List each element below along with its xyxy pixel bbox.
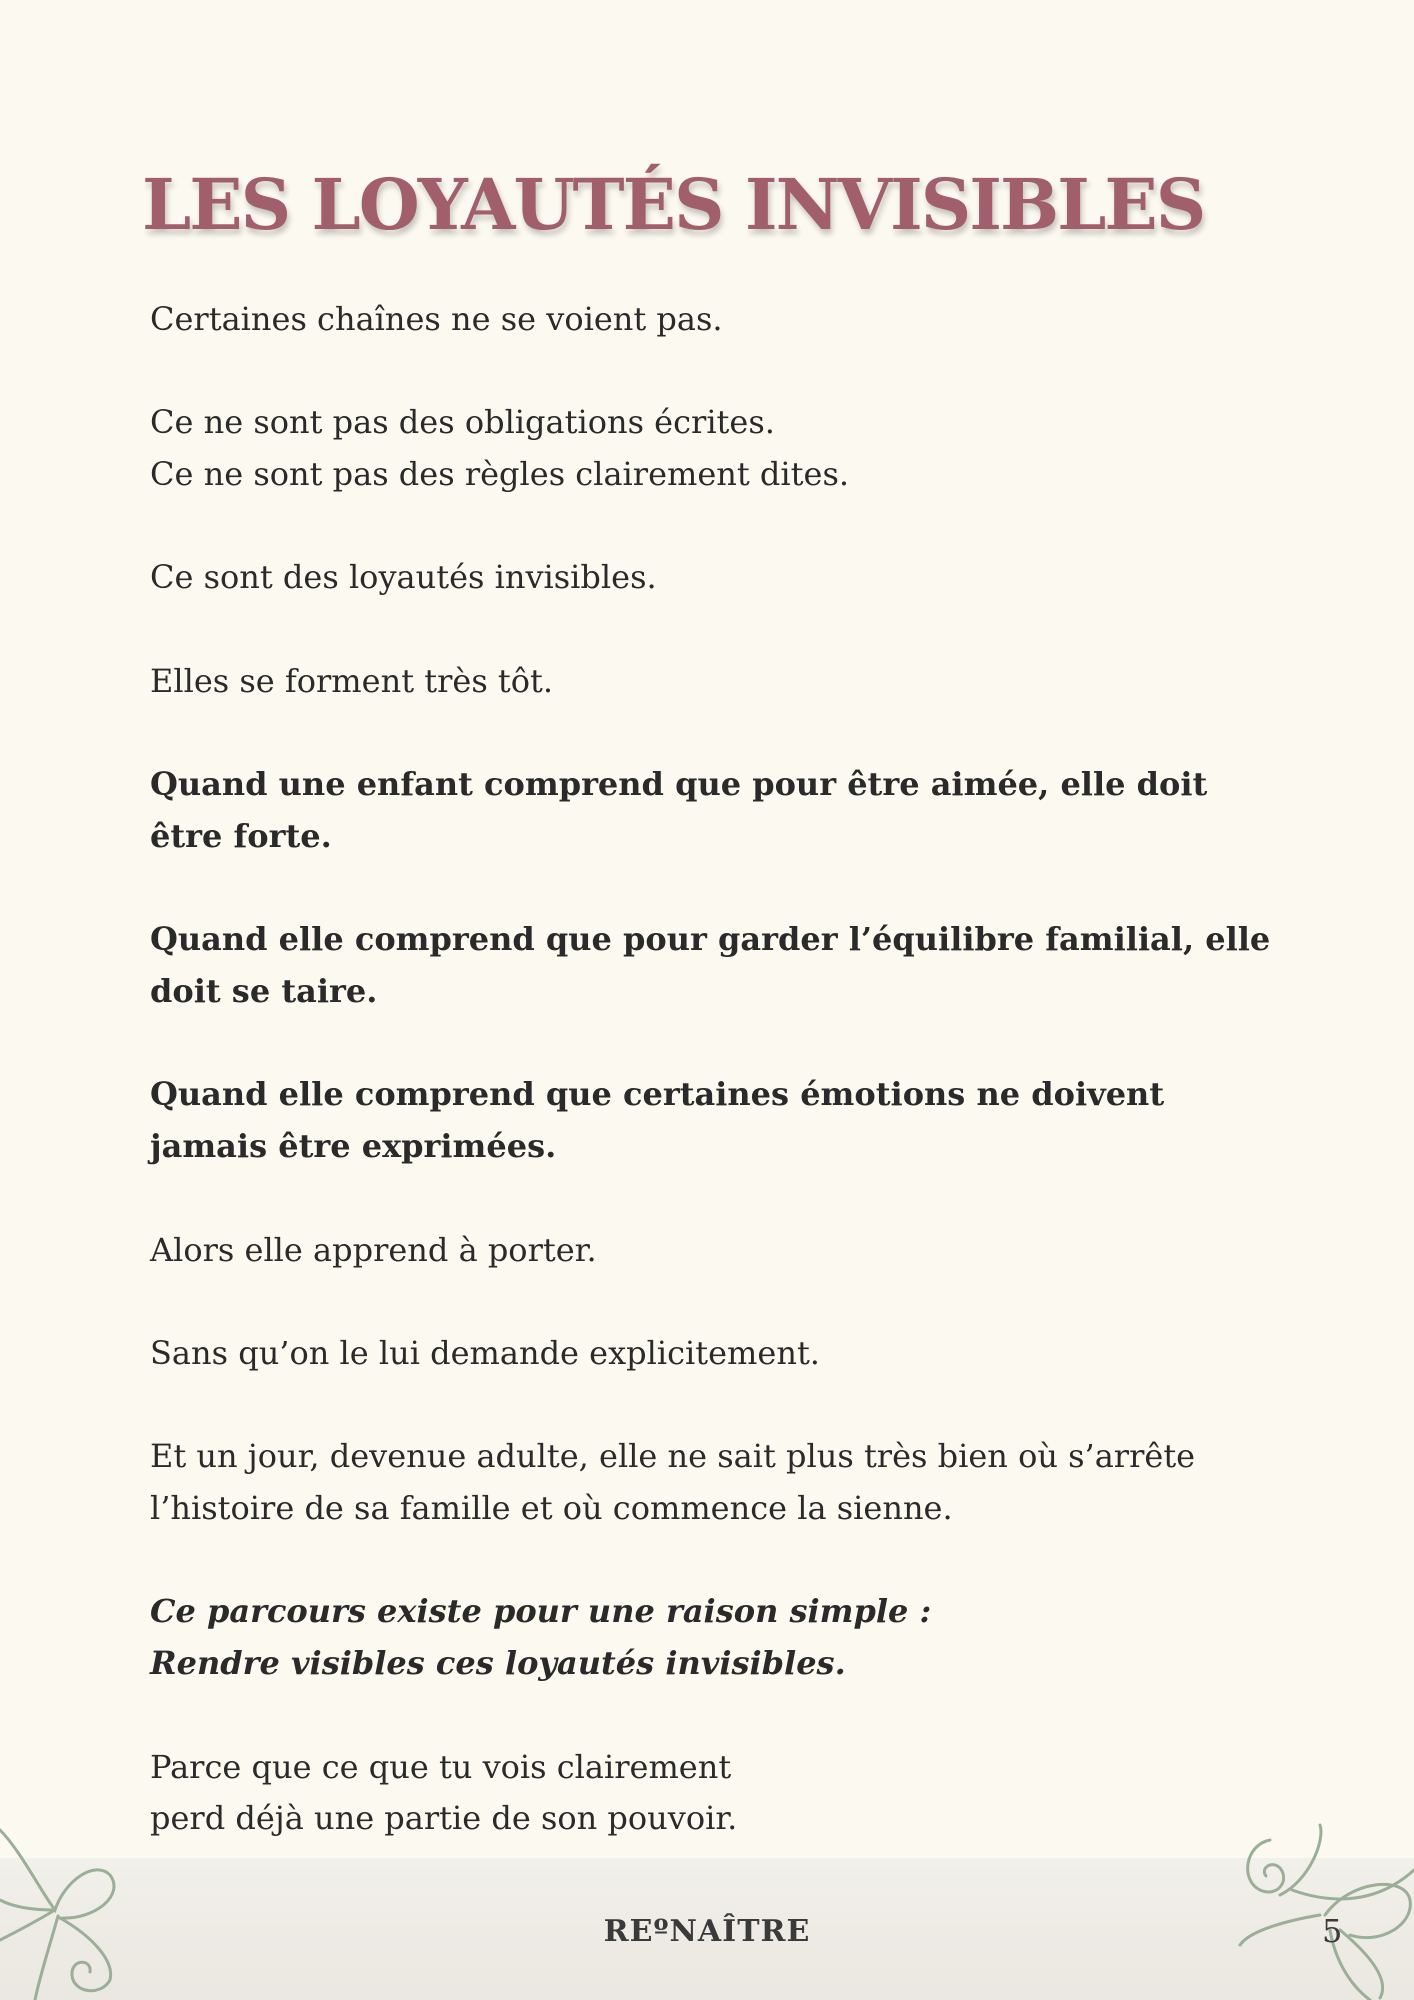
paragraph bbox=[150, 397, 1290, 500]
footer-brand: REºNAÎTRE bbox=[603, 1914, 811, 1949]
page-number: 5 bbox=[1322, 1912, 1343, 1950]
paragraph-line: Alors elle apprend à porter. bbox=[150, 1230, 597, 1269]
paragraph-line: Ce parcours existe pour une raison simple : bbox=[150, 1592, 932, 1631]
paragraph bbox=[150, 656, 1290, 708]
paragraph-line: perd déjà une partie de son pouvoir. bbox=[150, 1799, 738, 1838]
body-text bbox=[150, 294, 1290, 1897]
paragraph bbox=[150, 1586, 1290, 1689]
paragraph-line: Quand elle comprend que certaines émotions ne doivent jamais être exprimées. bbox=[150, 1075, 1165, 1166]
paragraph-line: Ce ne sont pas des règles clairement dites. bbox=[150, 455, 850, 494]
paragraph-line: Certaines chaînes ne se voient pas. bbox=[150, 300, 723, 338]
paragraph-line: Elles se forment très tôt. bbox=[150, 661, 554, 700]
paragraph-line: Sans qu’on le lui demande explicitement. bbox=[150, 1333, 820, 1372]
paragraph bbox=[150, 294, 1290, 346]
paragraph bbox=[150, 1431, 1290, 1534]
paragraph bbox=[150, 1069, 1290, 1172]
paragraph-line: Ce ne sont pas des obligations écrites. bbox=[150, 403, 775, 442]
paragraph bbox=[150, 759, 1290, 862]
paragraph-line: Quand une enfant comprend que pour être aimée, elle doit être forte. bbox=[150, 765, 1208, 855]
paragraph bbox=[150, 552, 1290, 604]
paragraph bbox=[150, 1225, 1290, 1277]
paragraph-line: Et un jour, devenue adulte, elle ne sait plus très bien où s’arrête l’histoire de sa famille et où commence la sienne. bbox=[150, 1437, 1196, 1528]
paragraph-line: Parce que ce que tu vois clairement bbox=[150, 1747, 732, 1786]
paragraph bbox=[150, 1742, 1290, 1845]
paragraph-line: Quand elle comprend que pour garder l’équilibre familial, elle doit se taire. bbox=[150, 920, 1271, 1011]
right-floral-ornament-icon bbox=[1230, 1820, 1414, 2000]
paragraph-line: Ce sont des loyautés invisibles. bbox=[150, 558, 657, 597]
page-title: LES LOYAUTÉS INVISIBLES bbox=[142, 163, 1205, 246]
left-floral-ornament-icon bbox=[0, 1760, 130, 2000]
paragraph bbox=[150, 914, 1290, 1017]
paragraph bbox=[150, 1328, 1290, 1380]
paragraph-line: Rendre visibles ces loyautés invisibles. bbox=[150, 1644, 846, 1683]
